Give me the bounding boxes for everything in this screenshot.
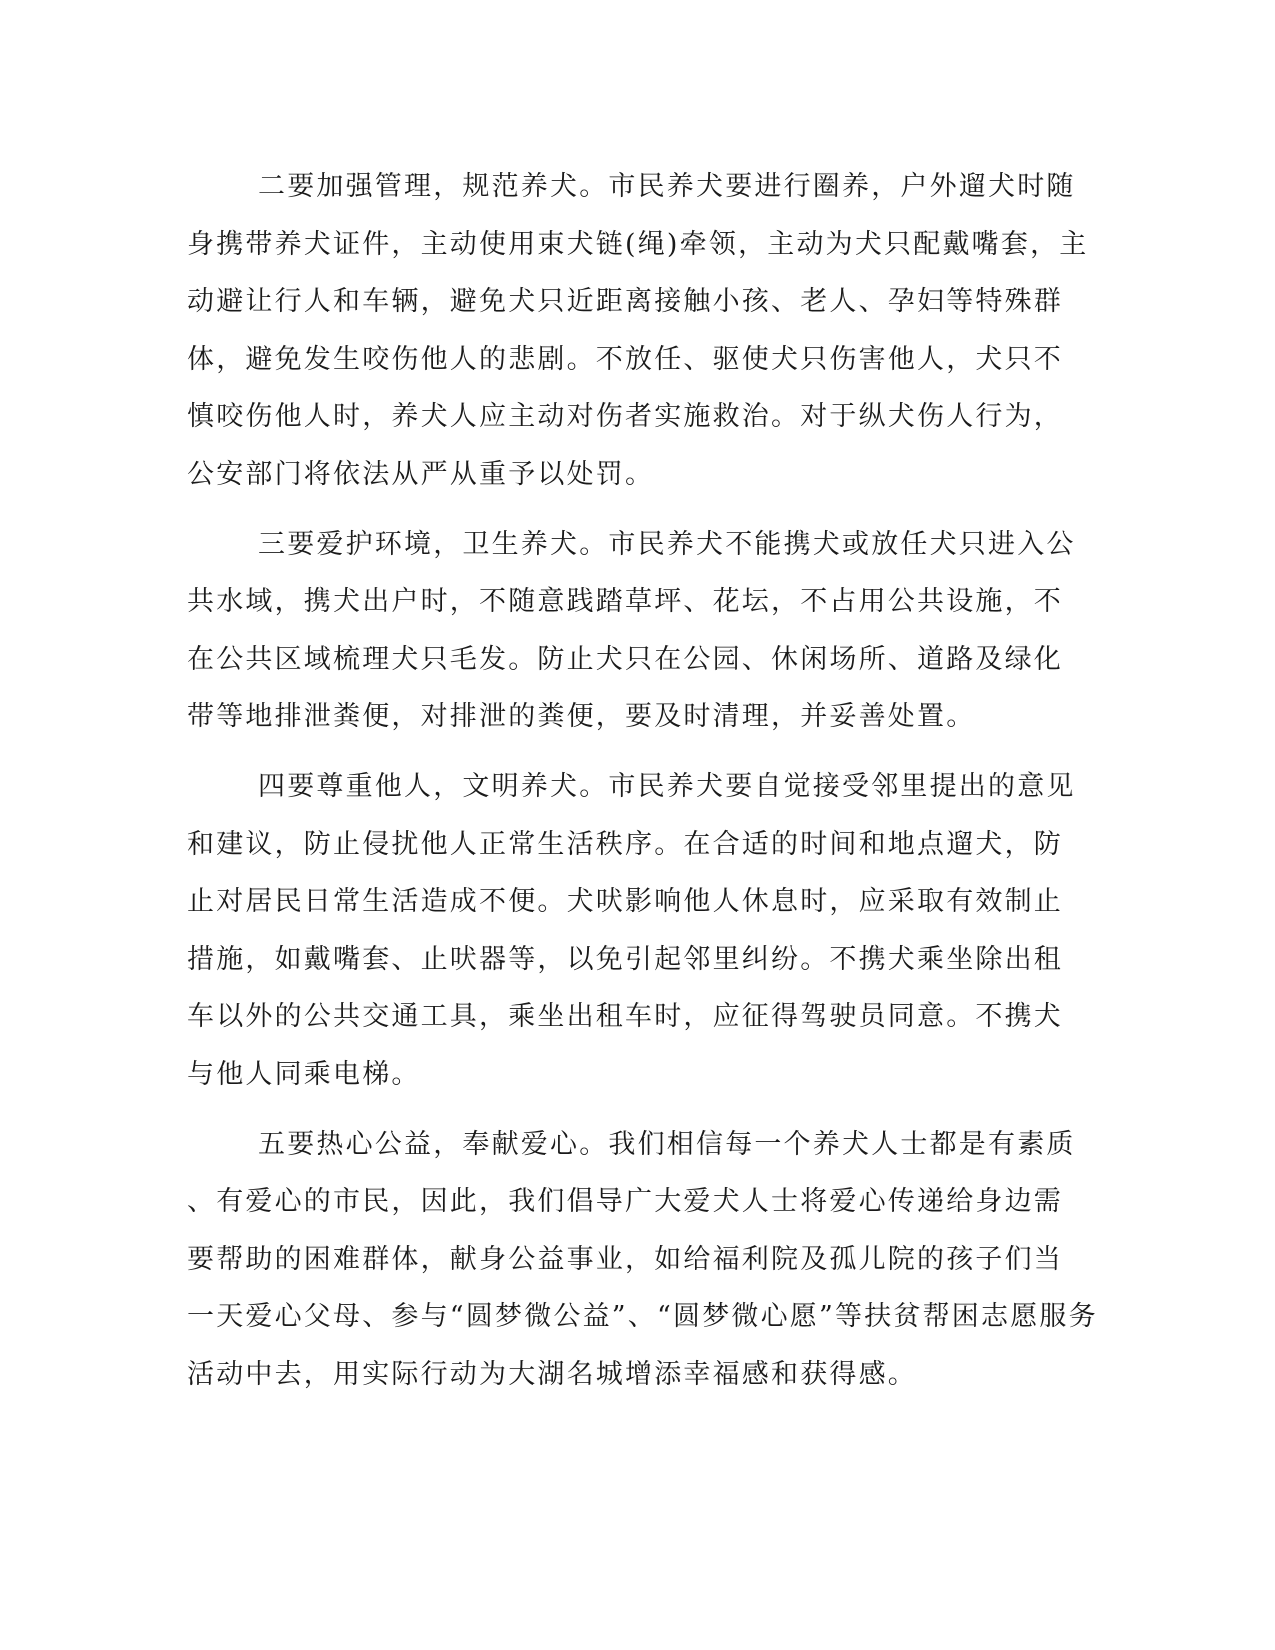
text-line: 带等地排泄粪便，对排泄的粪便，要及时清理，并妥善处置。: [187, 701, 976, 733]
paragraph-environment: [187, 516, 1087, 746]
paragraph-respect: [187, 758, 1087, 1104]
text-line: 四要尊重他人，文明养犬。市民养犬要自觉接受邻里提出的意见: [258, 770, 1076, 802]
text-line: 共水域，携犬出户时，不随意践踏草坪、花坛，不占用公共设施，不: [187, 586, 1063, 618]
paragraph-spacing: [187, 1104, 1087, 1116]
text-line: 二要加强管理，规范养犬。市民养犬要进行圈养，户外遛犬时随: [258, 171, 1076, 202]
text-line: 和建议，防止侵扰他人正常生活秩序。在合适的时间和地点遛犬，防: [187, 828, 1063, 860]
paragraph-spacing: [187, 504, 1087, 516]
text-line: 动避让行人和车辆，避免犬只近距离接触小孩、老人、孕妇等特殊群: [187, 286, 1063, 318]
text-line: 一天爱心父母、参与“圆梦微公益”、“圆梦微心愿”等扶贫帮困志愿服务: [187, 1301, 1098, 1333]
text-line: 要帮助的困难群体，献身公益事业，如给福利院及孤儿院的孩子们当: [187, 1243, 1063, 1275]
text-line: 措施，如戴嘴套、止吠器等，以免引起邻里纠纷。不携犬乘坐除出租: [187, 943, 1063, 975]
text-line: 公安部门将依法从严从重予以处罚。: [187, 458, 655, 490]
paragraph-charity: [187, 1116, 1098, 1404]
text-line: 活动中去，用实际行动为大湖名城增添幸福感和获得感。: [187, 1358, 917, 1390]
paragraph-manage: [187, 158, 1087, 504]
text-line: 与他人同乘电梯。: [187, 1058, 421, 1090]
text-line: 在公共区域梳理犬只毛发。防止犬只在公园、休闲场所、道路及绿化: [187, 643, 1063, 675]
text-line: 体，避免发生咬伤他人的悲剧。不放任、驱使犬只伤害他人，犬只不: [187, 343, 1063, 375]
text-line: 三要爱护环境，卫生养犬。市民养犬不能携犬或放任犬只进入公: [258, 528, 1076, 560]
paragraph-spacing: [187, 746, 1087, 758]
document-body: [187, 158, 1098, 1403]
text-line: 止对居民日常生活造成不便。犬吠影响他人休息时，应采取有效制止: [187, 886, 1063, 918]
text-line: 、有爱心的市民，因此，我们倡导广大爱犬人士将爱心传递给身边需: [187, 1186, 1063, 1218]
text-line: 车以外的公共交通工具，乘坐出租车时，应征得驾驶员同意。不携犬: [187, 1001, 1063, 1033]
text-line: 五要热心公益，奉献爱心。我们相信每一个养犬人士都是有素质: [258, 1128, 1076, 1160]
text-line: 慎咬伤他人时，养犬人应主动对伤者实施救治。对于纵犬伤人行为，: [187, 401, 1063, 433]
text-line: 身携带养犬证件，主动使用束犬链(绳)牵领，主动为犬只配戴嘴套，主: [187, 228, 1089, 260]
